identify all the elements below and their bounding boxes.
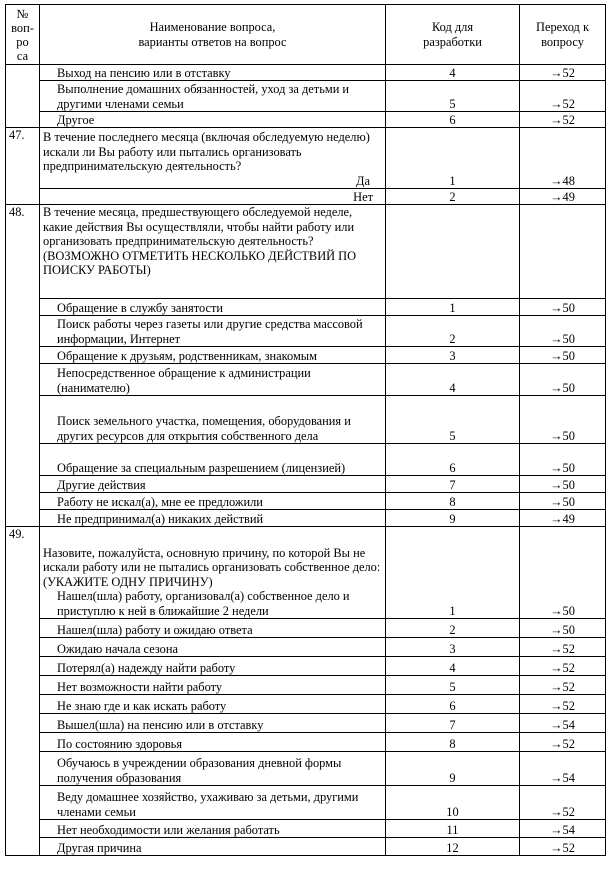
option-code: 6	[386, 112, 520, 128]
question-note: (ВОЗМОЖНО ОТМЕТИТЬ НЕСКОЛЬКО ДЕЙСТВИЙ ПО ПОИСКУ РАБОТЫ)	[43, 248, 357, 277]
option-code: 7	[386, 714, 520, 733]
option-text: По состоянию здоровья	[40, 733, 386, 752]
option-jump: →52	[520, 657, 606, 676]
option-row	[6, 676, 606, 695]
option-text: Потерял(а) надежду найти работу	[40, 657, 386, 676]
option-row	[6, 364, 606, 396]
question-note: (УКАЖИТЕ ОДНУ ПРИЧИНУ)	[43, 574, 213, 589]
option-jump: →52	[520, 112, 606, 128]
option-code: 2	[386, 619, 520, 638]
option-jump: →50	[520, 299, 606, 316]
option-code: 6	[386, 444, 520, 476]
option-jump: →50	[520, 364, 606, 396]
option-row	[6, 752, 606, 786]
option-jump: →50	[520, 396, 606, 444]
option-text: Работу не искал(а), мне ее предложили	[40, 493, 386, 510]
option-row	[6, 299, 606, 316]
option-text: Выполнение домашних обязанностей, уход за детьми и другими членами семьи	[40, 81, 386, 112]
question-text: В течение последнего месяца (включая обследуемую неделю) искали ли Вы работу или пытались организовать предпринимательскую деятельность?	[43, 130, 370, 173]
option-code: 8	[386, 493, 520, 510]
option-jump: →52	[520, 838, 606, 856]
header-code: Код для разработки	[386, 5, 520, 65]
option-row	[6, 112, 606, 128]
option-code: 4	[386, 657, 520, 676]
option-row	[6, 347, 606, 364]
option-code: 9	[386, 752, 520, 786]
option-text: Другие действия	[40, 476, 386, 493]
option-jump: →50	[520, 493, 606, 510]
option-jump: →52	[520, 786, 606, 820]
option-code: 10	[386, 786, 520, 820]
questionnaire-table	[5, 4, 606, 856]
option-row	[6, 65, 606, 81]
option-jump: →50	[520, 619, 606, 638]
option-text: Не предпринимал(а) никаких действий	[40, 510, 386, 527]
option-code: 7	[386, 476, 520, 493]
option-text: Непосредственное обращение к администрации (нанимателю)	[40, 364, 386, 396]
option-text: Обращение в службу занятости	[40, 299, 386, 316]
question-number: 49.	[6, 527, 40, 856]
option-row	[6, 493, 606, 510]
question-47-block	[40, 128, 386, 189]
option-row	[6, 786, 606, 820]
option-row	[6, 476, 606, 493]
option-text: Не знаю где и как искать работу	[40, 695, 386, 714]
option-text: Вышел(шла) на пенсию или в отставку	[40, 714, 386, 733]
option-row	[6, 820, 606, 838]
option-row	[6, 316, 606, 347]
option-text: Нет необходимости или желания работать	[40, 820, 386, 838]
option-text: Нет возможности найти работу	[40, 676, 386, 695]
option-row	[6, 838, 606, 856]
option-row	[6, 189, 606, 205]
option-code: 1	[386, 299, 520, 316]
option-row	[6, 619, 606, 638]
option-jump: →54	[520, 714, 606, 733]
option-row	[6, 396, 606, 444]
questionnaire-page	[5, 4, 605, 856]
question-number: 47.	[6, 128, 40, 205]
option-text: Нашел(шла) работу, организовал(а) собственное дело и приступлю к ней в ближайшие 2 недели	[57, 589, 350, 618]
option-jump: →52	[520, 733, 606, 752]
option-jump: →52	[520, 81, 606, 112]
option-text: Поиск работы через газеты или другие средства массовой информации, Интернет	[40, 316, 386, 347]
question-49-block	[40, 527, 386, 619]
header-num: № воп- ро са	[6, 5, 40, 65]
option-code: 3	[386, 638, 520, 657]
option-text: Обращение к друзьям, родственникам, знакомым	[40, 347, 386, 364]
option-jump: →49	[520, 189, 606, 205]
option-text: Да	[356, 173, 370, 188]
option-text: Веду домашнее хозяйство, ухаживаю за детьми, другими членами семьи	[40, 786, 386, 820]
header-name: Наименование вопроса, варианты ответов на вопрос	[40, 5, 386, 65]
header-jump: Переход к вопросу	[520, 5, 606, 65]
option-text: Нет	[40, 189, 386, 205]
option-code: 6	[386, 695, 520, 714]
empty-cell	[520, 205, 606, 299]
option-row	[6, 714, 606, 733]
option-text: Выход на пенсию или в отставку	[40, 65, 386, 81]
option-jump: →50	[520, 476, 606, 493]
option-row	[6, 695, 606, 714]
option-code: 4	[386, 65, 520, 81]
option-jump: →50	[520, 316, 606, 347]
option-code: 5	[386, 81, 520, 112]
option-jump: →52	[520, 695, 606, 714]
option-row	[6, 638, 606, 657]
option-text: Обращение за специальным разрешением (лицензией)	[40, 444, 386, 476]
option-jump: →49	[520, 510, 606, 527]
option-code: 1	[386, 527, 520, 619]
question-number	[6, 65, 40, 128]
option-jump: →50	[520, 527, 606, 619]
question-47-row	[6, 128, 606, 189]
question-text: В течение месяца, предшествующего обследуемой неделе, какие действия Вы осуществляли, чтобы найти работу или организовать предпринимательскую деятельность?	[43, 205, 355, 248]
option-code: 3	[386, 347, 520, 364]
option-code: 2	[386, 316, 520, 347]
option-code: 4	[386, 364, 520, 396]
question-49-row	[6, 527, 606, 619]
question-48-row	[6, 205, 606, 299]
option-code: 11	[386, 820, 520, 838]
option-code: 1	[386, 128, 520, 189]
option-jump: →54	[520, 752, 606, 786]
option-jump: →52	[520, 638, 606, 657]
option-jump: →54	[520, 820, 606, 838]
option-text: Обучаюсь в учреждении образования дневной формы получения образования	[40, 752, 386, 786]
option-jump: →48	[520, 128, 606, 189]
question-48-block	[40, 205, 386, 299]
option-row	[6, 510, 606, 527]
option-text: Ожидаю начала сезона	[40, 638, 386, 657]
empty-cell	[386, 205, 520, 299]
option-row	[6, 81, 606, 112]
option-text: Другая причина	[40, 838, 386, 856]
question-number: 48.	[6, 205, 40, 527]
option-text: Нашел(шла) работу и ожидаю ответа	[40, 619, 386, 638]
option-jump: →50	[520, 347, 606, 364]
option-code: 2	[386, 189, 520, 205]
option-code: 5	[386, 676, 520, 695]
option-code: 8	[386, 733, 520, 752]
option-text: Другое	[40, 112, 386, 128]
option-jump: →50	[520, 444, 606, 476]
option-text: Поиск земельного участка, помещения, оборудования и других ресурсов для открытия собственного дела	[40, 396, 386, 444]
option-code: 5	[386, 396, 520, 444]
question-text: Назовите, пожалуйста, основную причину, по которой Вы не искали работу или не пытались организовать собственное дело:	[43, 545, 381, 574]
option-code: 12	[386, 838, 520, 856]
option-row	[6, 444, 606, 476]
option-row	[6, 657, 606, 676]
option-jump: →52	[520, 65, 606, 81]
option-code: 9	[386, 510, 520, 527]
option-row	[6, 733, 606, 752]
option-jump: →52	[520, 676, 606, 695]
header-row	[6, 5, 606, 65]
